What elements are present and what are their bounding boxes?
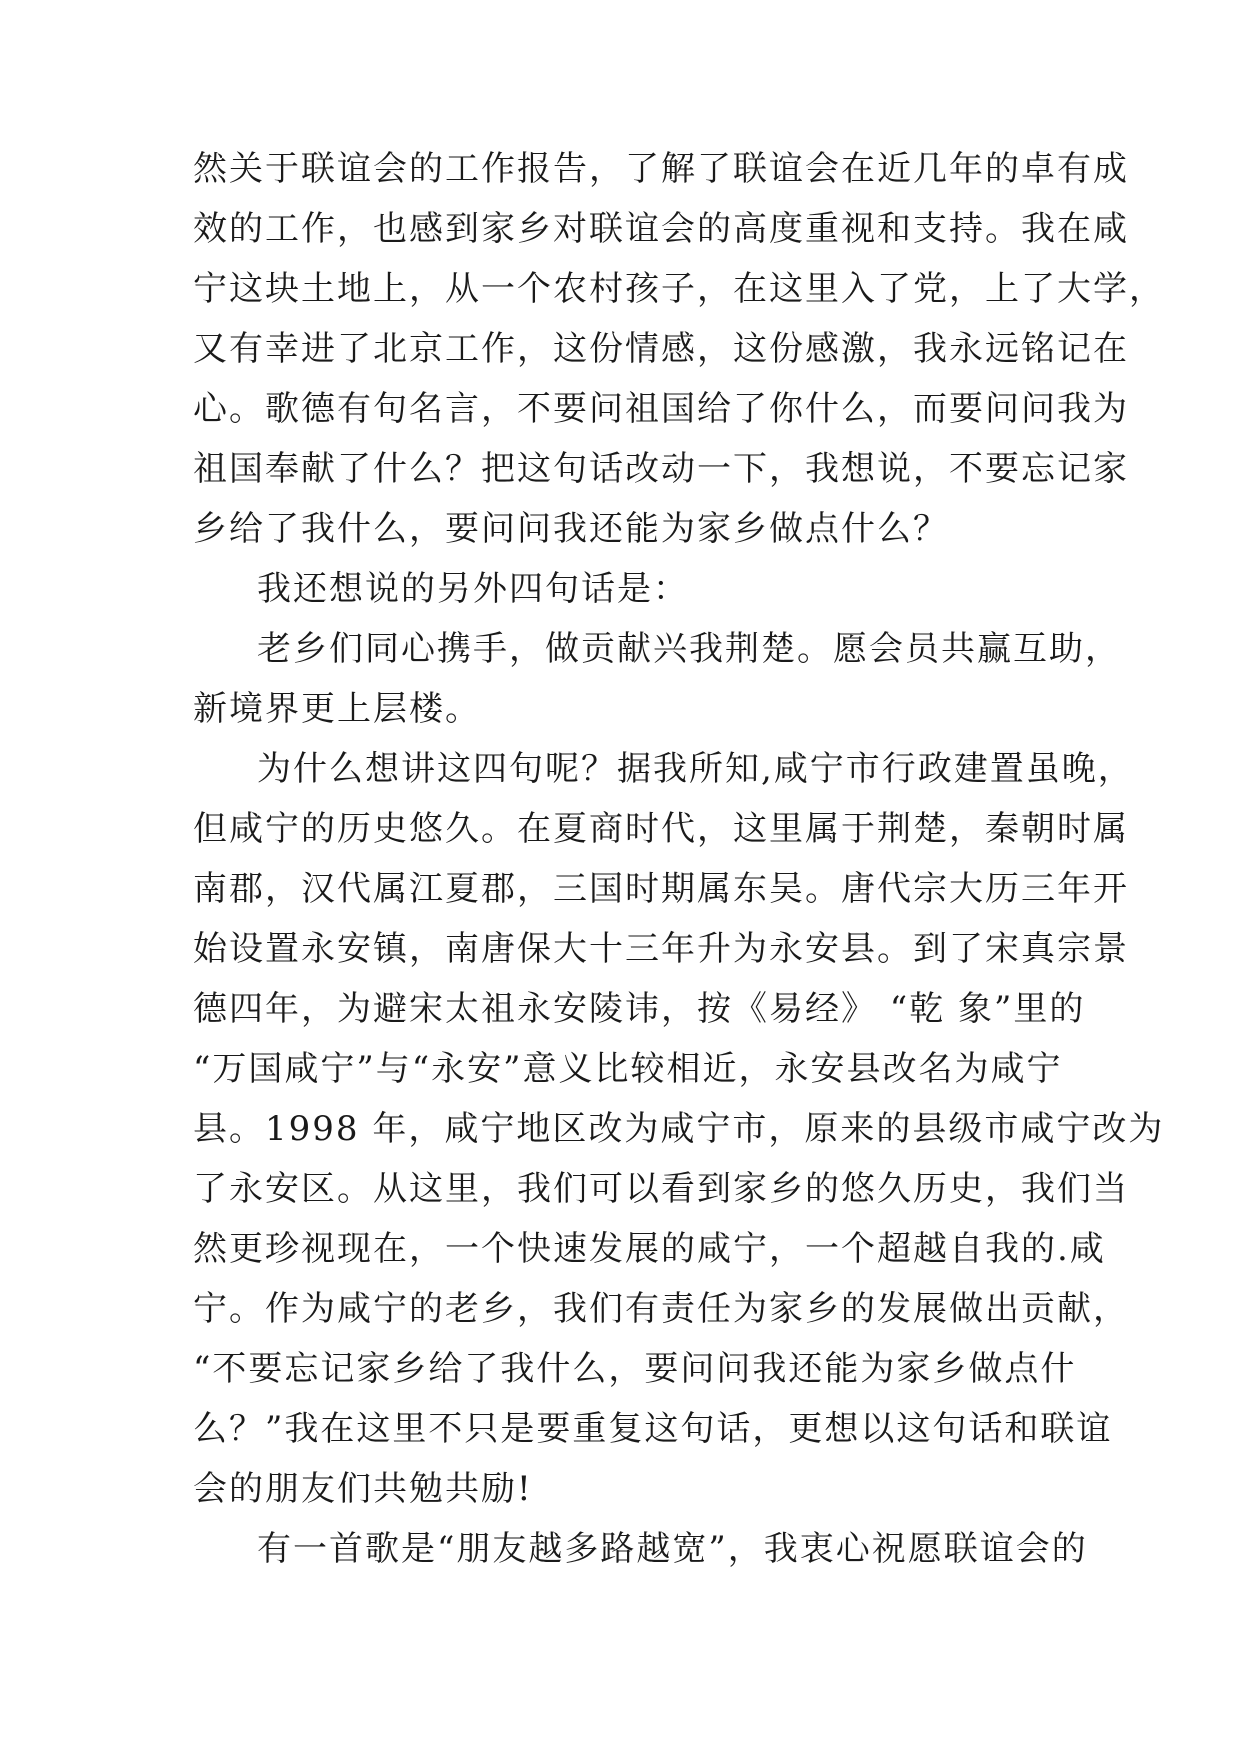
text-line: 会的朋友们共勉共励! (193, 1469, 533, 1509)
paragraph-first-line: 为什么想讲这四句呢？据我所知,咸宁市行政建置虽晚， (257, 749, 1134, 789)
text-line: 心。歌德有句名言，不要问祖国给了你什么，而要问问我为 (193, 389, 1129, 429)
text-line: 南郡，汉代属江夏郡，三国时期属东吴。唐代宗大历三年开 (193, 869, 1129, 909)
text-line: 宁。作为咸宁的老乡，我们有责任为家乡的发展做出贡献， (193, 1289, 1129, 1329)
paragraph-first-line: 有一首歌是“朋友越多路越宽”，我衷心祝愿联谊会的 (257, 1529, 1088, 1569)
text-line: 了永安区。从这里，我们可以看到家乡的悠久历史，我们当 (193, 1169, 1129, 1209)
text-line: 然关于联谊会的工作报告，了解了联谊会在近几年的卓有成 (193, 149, 1129, 189)
text-line: 宁这块土地上，从一个农村孩子，在这里入了党，上了大学， (193, 269, 1165, 309)
text-line: 然更珍视现在，一个快速发展的咸宁，一个超越自我的.咸 (193, 1229, 1106, 1269)
text-line: 始设置永安镇，南唐保大十三年升为永安县。到了宋真宗景 (193, 929, 1129, 969)
text-line: 德四年，为避宋太祖永安陵讳，按《易经》 “乾 象”里的 (193, 989, 1086, 1029)
text-line: “不要忘记家乡给了我什么，要问问我还能为家乡做点什 (193, 1349, 1077, 1389)
text-line: “万国咸宁”与“永安”意义比较相近，永安县改名为咸宁 (193, 1049, 1063, 1089)
text-line: 祖国奉献了什么？把这句话改动一下，我想说，不要忘记家 (193, 449, 1129, 489)
text-line: 么？”我在这里不只是要重复这句话，更想以这句话和联谊 (193, 1409, 1113, 1449)
text-line: 县。1998 年，咸宁地区改为咸宁市，原来的县级市咸宁改为 (193, 1109, 1165, 1149)
paragraph-first-line: 我还想说的另外四句话是： (257, 569, 689, 609)
text-line: 乡给了我什么，要问问我还能为家乡做点什么？ (193, 509, 949, 549)
paragraph-first-line: 老乡们同心携手，做贡献兴我荆楚。愿会员共赢互助， (257, 629, 1121, 669)
text-line: 新境界更上层楼。 (193, 689, 481, 729)
text-line: 但咸宁的历史悠久。在夏商时代，这里属于荆楚，秦朝时属 (193, 809, 1129, 849)
text-line: 效的工作，也感到家乡对联谊会的高度重视和支持。我在咸 (193, 209, 1129, 249)
text-line: 又有幸进了北京工作，这份情感，这份感激，我永远铭记在 (193, 329, 1129, 369)
